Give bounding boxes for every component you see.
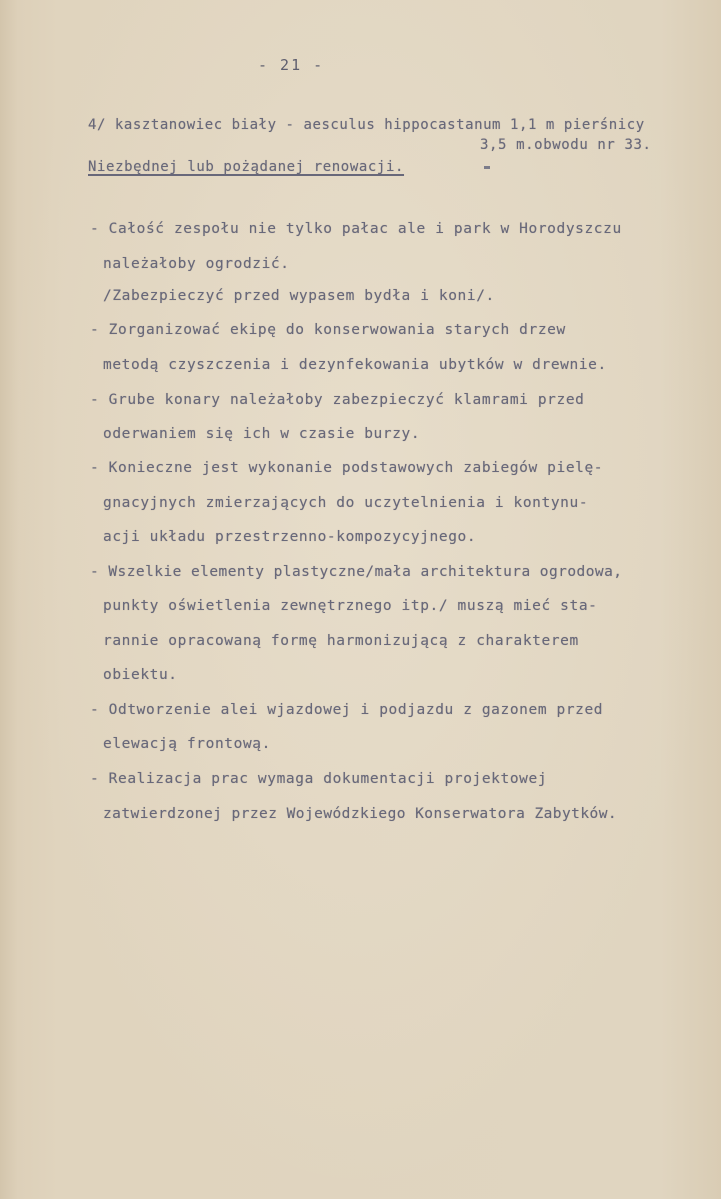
list-item-4-line-1: - Konieczne jest wykonanie podstawowych zabiegów pielę-: [90, 460, 604, 476]
list-item-5-line-4: obiektu.: [103, 667, 178, 683]
list-item-7-line-1: - Realizacja prac wymaga dokumentacji projektowej: [90, 771, 548, 787]
page-number: - 21 -: [258, 56, 325, 74]
list-item-3-line-2: oderwaniem się ich w czasie burzy.: [103, 426, 421, 442]
tree-entry-line-2: 3,5 m.obwodu nr 33.: [480, 137, 652, 153]
stray-dash-mark: [484, 166, 490, 169]
list-item-1-line-1: - Całość zespołu nie tylko pałac ale i park w Horodyszczu: [90, 221, 622, 237]
list-item-1-line-3: /Zabezpieczyć przed wypasem bydła i koni/.: [103, 288, 495, 304]
list-item-5-line-1: - Wszelkie elementy plastyczne/mała architektura ogrodowa,: [90, 564, 623, 580]
list-item-2-line-1: - Zorganizować ekipę do konserwowania starych drzew: [90, 322, 566, 338]
list-item-2-line-2: metodą czyszczenia i dezynfekowania ubytków w drewnie.: [103, 357, 607, 373]
list-item-5-line-3: rannie opracowaną formę harmonizującą z charakterem: [103, 633, 579, 649]
tree-entry-line-1: 4/ kasztanowiec biały - aesculus hippocastanum 1,1 m pierśnicy: [88, 117, 645, 133]
list-item-4-line-3: acji układu przestrzenno-kompozycyjnego.: [103, 529, 477, 545]
list-item-3-line-1: - Grube konary należałoby zabezpieczyć klamrami przed: [90, 392, 585, 408]
list-item-6-line-1: - Odtworzenie alei wjazdowej i podjazdu z gazonem przed: [90, 702, 604, 718]
list-item-5-line-2: punkty oświetlenia zewnętrznego itp./ muszą mieć sta-: [103, 598, 598, 614]
list-item-4-line-2: gnacyjnych zmierzających do uczytelnienia i kontynu-: [103, 495, 589, 511]
list-item-6-line-2: elewacją frontową.: [103, 736, 271, 752]
list-item-7-line-2: zatwierdzonej przez Wojewódzkiego Konserwatora Zabytków.: [103, 806, 618, 822]
list-item-1-line-2: należałoby ogrodzić.: [103, 256, 290, 272]
section-heading: Niezbędnej lub pożądanej renowacji.: [88, 159, 405, 175]
